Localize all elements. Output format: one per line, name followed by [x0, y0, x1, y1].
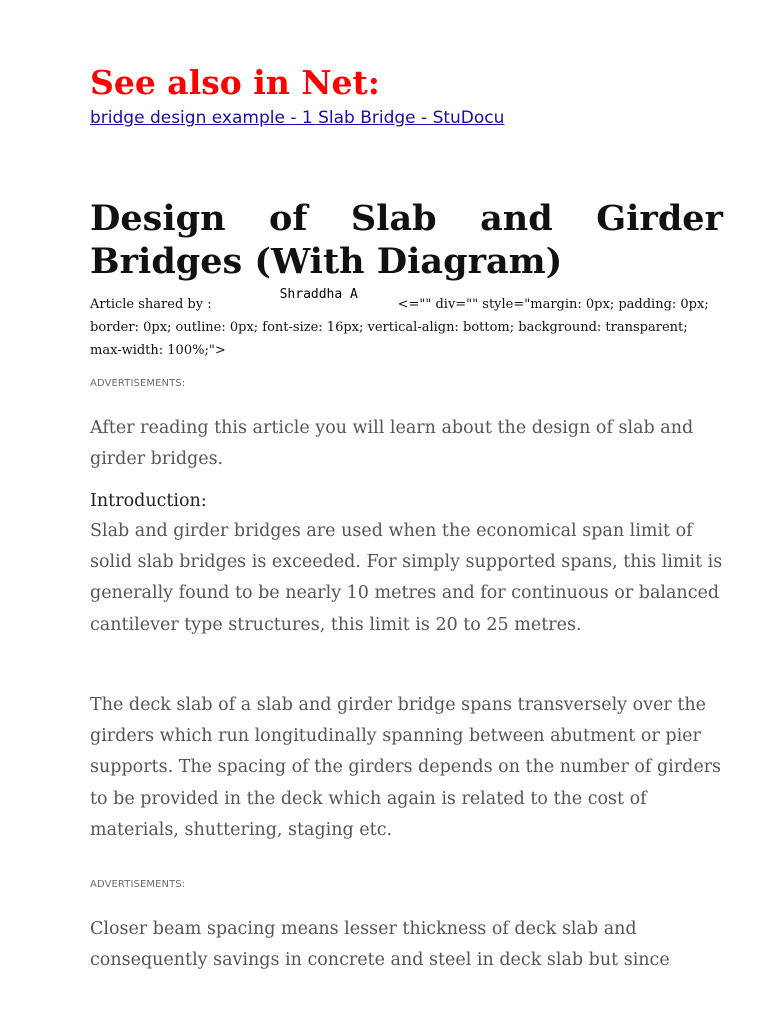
- byline-prefix: Article shared by :: [90, 297, 212, 312]
- advertisement-label: ADVERTISEMENTS:: [90, 378, 186, 389]
- body-paragraph: Closer beam spacing means lesser thickness of deck slab and consequently savings in concrete and steel in deck slab but since: [90, 919, 670, 971]
- article-byline: [90, 287, 710, 362]
- article-title: Design of Slab and Girder Bridges (With Diagram): [90, 198, 723, 282]
- body-paragraph: Slab and girder bridges are used when the economical span limit of solid slab bridges is exceeded. For simply supported spans, this limit is generally found to be nearly 10 metres and for continuous or balanced cantilever type structures, this limit is 20 to 25 metres.: [90, 521, 723, 635]
- see-also-link[interactable]: bridge design example - 1 Slab Bridge - StuDocu: [90, 108, 505, 128]
- author-name-box: [212, 287, 398, 308]
- byline-raw-markup: <="" div="" style="margin: 0px; padding: 0px; border: 0px; outline: 0px; font-size: 16px; vertical-align: bottom; background: transparent; max-width: 100%;">: [90, 297, 709, 358]
- intro-paragraph: After reading this article you will learn about the design of slab and girder bridges.: [90, 418, 694, 470]
- introduction-heading: Introduction:: [90, 491, 207, 511]
- body-paragraph: The deck slab of a slab and girder bridge spans transversely over the girders which run longitudinally spanning between abutment or pier supports. The spacing of the girders depends on the number of girders to be provided in the deck which again is related to the cost of materials, shuttering, staging etc.: [90, 695, 722, 840]
- author-name[interactable]: Shraddha A: [279, 287, 358, 302]
- see-also-heading: See also in Net:: [90, 63, 380, 102]
- advertisement-label: ADVERTISEMENTS:: [90, 879, 186, 890]
